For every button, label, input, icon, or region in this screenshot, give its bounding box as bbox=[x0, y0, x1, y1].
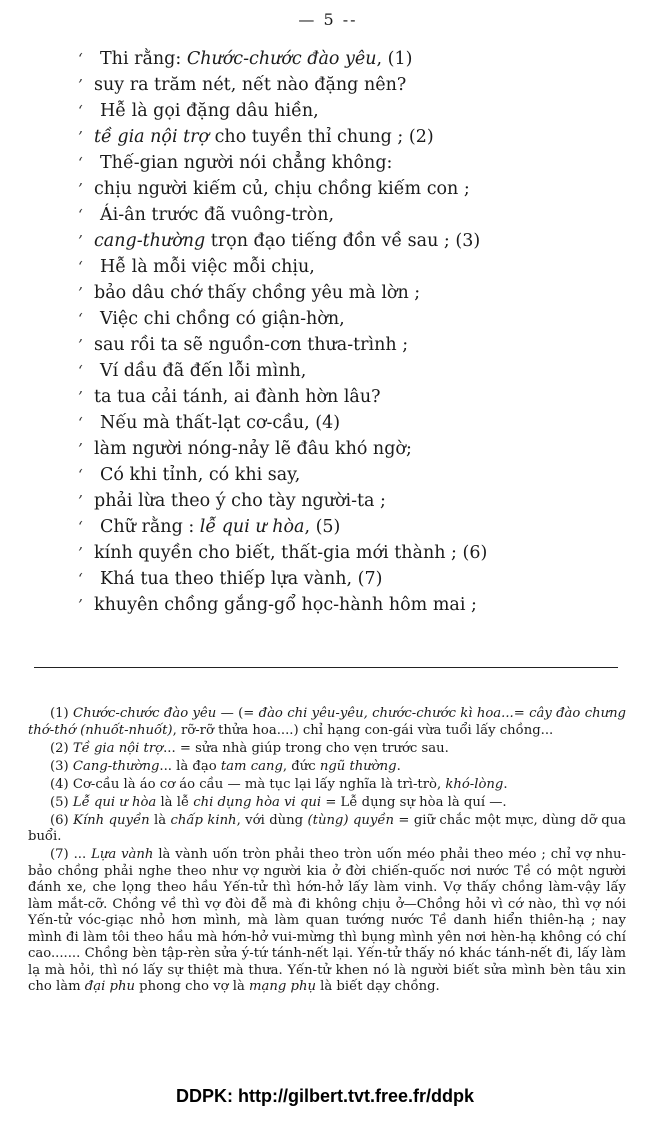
verse-segment: , (5) bbox=[304, 517, 341, 537]
footnote bbox=[28, 741, 626, 758]
margin-tick-icon: ʻ bbox=[78, 570, 83, 588]
verse-line bbox=[78, 280, 598, 306]
margin-tick-icon: ʻ bbox=[78, 102, 83, 120]
verse-line bbox=[78, 124, 598, 150]
verse-segment: kính quyền cho biết, thất-gia mới thành ; (6) bbox=[94, 543, 488, 563]
footnote-segment: Lựa vành bbox=[91, 847, 154, 862]
verse-segment: lễ qui ư hòa bbox=[199, 517, 305, 537]
verse-line bbox=[78, 228, 598, 254]
footnote-segment: đào chi yêu-yêu, chước-chước kì hoa...= cây đào chưng thớ-thớ (nhuốt-nhuốt) bbox=[28, 706, 626, 738]
verse-segment: Thi rằng: bbox=[100, 49, 187, 69]
verse-segment: phải lừa theo ý cho tày người-ta ; bbox=[94, 491, 386, 511]
footnote-segment: đại phu bbox=[84, 979, 135, 994]
verse-line bbox=[78, 150, 598, 176]
footnote-segment: = giữ chắc một mực, dùng dỡ qua buổi. bbox=[28, 812, 627, 844]
margin-tick-icon: ʻ bbox=[78, 50, 83, 68]
verse-segment: , (1) bbox=[376, 49, 413, 69]
footnote-divider bbox=[34, 667, 618, 668]
footnote-segment: ngũ thường bbox=[319, 758, 397, 774]
verse-segment: làm người nóng-nảy lẽ đâu khó ngờ; bbox=[94, 439, 412, 459]
footnote bbox=[28, 759, 626, 776]
verse-line bbox=[78, 254, 598, 280]
footnote-segment: (2) bbox=[50, 740, 73, 756]
verse-segment: Ái-ân trước đã vuông-tròn, bbox=[100, 205, 335, 225]
footnote-segment: (7) ... bbox=[50, 847, 92, 862]
footnote-segment: — (= bbox=[216, 706, 259, 721]
margin-tick-icon: ʻ bbox=[78, 466, 83, 484]
verse-line bbox=[78, 566, 598, 592]
verse-segment: Ví dầu đã đến lỗi mình, bbox=[100, 361, 307, 381]
verse-line bbox=[78, 72, 598, 98]
verse-line bbox=[78, 436, 598, 462]
footnote-segment: là lễ bbox=[156, 794, 194, 810]
verse-segment: khuyên chồng gắng-gổ học-hành hôm mai ; bbox=[94, 595, 477, 615]
verse-block bbox=[78, 46, 598, 618]
verse-line bbox=[78, 410, 598, 436]
footnote bbox=[28, 777, 626, 794]
footnote-segment: (4) Cơ-cầu là áo cơ áo cầu — mà tục lại lấy nghĩa là trì-trò, bbox=[50, 776, 446, 792]
footnote-segment: . bbox=[396, 758, 401, 774]
verse-segment: Khá tua theo thiếp lựa vành, (7) bbox=[100, 569, 383, 589]
verse-line bbox=[78, 98, 598, 124]
verse-segment: Chữ rằng : bbox=[100, 517, 200, 537]
verse-segment: cho tuyền thỉ chung ; (2) bbox=[209, 127, 434, 147]
verse-line bbox=[78, 46, 598, 72]
footnote-segment: là biết dạy chồng. bbox=[315, 979, 440, 994]
margin-tick-icon: ʻ bbox=[78, 206, 83, 224]
verse-line bbox=[78, 384, 598, 410]
margin-tick-icon: ’ bbox=[78, 440, 83, 458]
verse-segment: tề gia nội trợ bbox=[94, 127, 210, 147]
footnotes-block bbox=[28, 706, 626, 997]
page-number: — 5 -- bbox=[298, 10, 358, 29]
verse-segment: Có khi tỉnh, có khi say, bbox=[100, 465, 301, 485]
footnote-segment: Kính quyền bbox=[73, 812, 150, 828]
footnote-segment: Chước-chước đào yêu bbox=[73, 706, 217, 721]
margin-tick-icon: ’ bbox=[78, 336, 83, 354]
footnote-segment: chi dụng hòa vi qui bbox=[193, 794, 322, 810]
margin-tick-icon: ʻ bbox=[78, 362, 83, 380]
footnote bbox=[28, 706, 626, 739]
verse-line bbox=[78, 540, 598, 566]
margin-tick-icon: ’ bbox=[78, 544, 83, 562]
margin-tick-icon: ʻ bbox=[78, 310, 83, 328]
verse-segment: cang-thường bbox=[94, 231, 206, 251]
verse-line bbox=[78, 462, 598, 488]
margin-tick-icon: ’ bbox=[78, 492, 83, 510]
verse-segment: Hễ là mỗi việc mỗi chịu, bbox=[100, 257, 315, 277]
verse-line bbox=[78, 358, 598, 384]
margin-tick-icon: ’ bbox=[78, 388, 83, 406]
footnote-segment: (tùng) quyền bbox=[307, 812, 394, 828]
verse-line bbox=[78, 176, 598, 202]
footnote-segment: ... = sửa nhà giúp trong cho vẹn trước sau. bbox=[163, 740, 449, 756]
footnote-segment: . bbox=[503, 776, 508, 792]
footnote-segment: , với dùng bbox=[236, 812, 308, 828]
footnote-segment: ... là đạo bbox=[159, 758, 221, 774]
verse-line bbox=[78, 332, 598, 358]
verse-segment: chịu người kiếm củ, chịu chồng kiếm con ; bbox=[94, 179, 470, 199]
verse-segment: Thế-gian người nói chẳng không: bbox=[100, 153, 393, 173]
verse-line bbox=[78, 592, 598, 618]
footnote-segment: , rỡ-rỡ thửa hoa....) chỉ hạng con-gái vừa tuổi lấy chồng... bbox=[172, 722, 554, 738]
verse-segment: suy ra trăm nét, nết nào đặng nên? bbox=[94, 75, 407, 95]
footnote-segment: là bbox=[149, 812, 171, 828]
margin-tick-icon: ʻ bbox=[78, 258, 83, 276]
verse-line bbox=[78, 488, 598, 514]
verse-line bbox=[78, 306, 598, 332]
footnote-segment: mạng phụ bbox=[249, 979, 316, 994]
margin-tick-icon: ’ bbox=[78, 284, 83, 302]
verse-line bbox=[78, 514, 598, 540]
footnote-segment: khó-lòng bbox=[445, 776, 504, 792]
footnote-segment: (6) bbox=[50, 812, 74, 828]
margin-tick-icon: ’ bbox=[78, 232, 83, 250]
footnote-segment: tam cang bbox=[220, 758, 283, 774]
source-credit[interactable]: DDPK: http://gilbert.tvt.free.fr/ddpk bbox=[176, 1086, 474, 1106]
verse-line bbox=[78, 202, 598, 228]
footnote-segment: là vành uốn tròn phải theo tròn uốn méo phải theo méo ; chỉ vợ nhu-bảo chồng phải nghe theo như vợ người kia ở đời chiến-quốc nơi nước Tề có một người đánh xe, che lọng theo hầu Yến-tử thì hớn-hở lấy làm vinh. Vợ thấy chồng làm-vậy lấy làm mắt-cỡ. Chồng về thì vợ đòi đễ mà đi không chịu ở—Chồng hỏi vì cớ nào, thì vợ nói Yến-tử vóc-giạc nhỏ hơn mình, mà làm quan tướng nước Tề danh hiển thiên-hạ ; nay mình đi làm tôi theo hầu mà hớn-hở vui-mừng thì bụng mình yên nơi hèn-hạ không có chí cao....... Chồng bèn tập-rèn sửa ý-tứ tánh-nết lại. Yến-tử thấy nó khác tánh-nết đi, lấy làm lạ mà hỏi, thì nó lấy sự thiệt mà thưa. Yến-tử khen nó là người biết sửa mình bèn tâu xin cho làm bbox=[28, 847, 626, 994]
footnote bbox=[28, 847, 626, 996]
verse-segment: bảo dâu chớ thấy chồng yêu mà lờn ; bbox=[94, 283, 421, 303]
verse-segment: Việc chi chồng có giận-hờn, bbox=[100, 309, 345, 329]
margin-tick-icon: ’ bbox=[78, 596, 83, 614]
footnote-segment: chấp kinh bbox=[170, 812, 237, 828]
verse-segment: trọn đạo tiếng đồn về sau ; (3) bbox=[205, 231, 481, 251]
footnote bbox=[28, 813, 626, 846]
footnote-segment: phong cho vợ là bbox=[134, 979, 250, 994]
verse-segment: sau rồi ta sẽ nguồn-cơn thưa-trình ; bbox=[94, 335, 409, 355]
margin-tick-icon: ʻ bbox=[78, 518, 83, 536]
footnote-segment: = Lễ dụng sự hòa là quí —. bbox=[321, 794, 507, 810]
margin-tick-icon: ’ bbox=[78, 76, 83, 94]
margin-tick-icon: ’ bbox=[78, 128, 83, 146]
verse-segment: Chước-chước đào yêu bbox=[186, 49, 377, 69]
footnote-segment: Lễ qui ư hòa bbox=[72, 794, 157, 810]
verse-segment: Hễ là gọi đặng dâu hiền, bbox=[100, 101, 319, 121]
footnote-segment: (5) bbox=[50, 794, 73, 810]
margin-tick-icon: ʻ bbox=[78, 154, 83, 172]
margin-tick-icon: ’ bbox=[78, 180, 83, 198]
verse-segment: ta tua cải tánh, ai đành hờn lâu? bbox=[94, 387, 381, 407]
footnote-segment: (3) bbox=[50, 758, 73, 774]
footnote bbox=[28, 795, 626, 812]
verse-segment: Nếu mà thất-lạt cơ-cầu, (4) bbox=[100, 413, 341, 433]
footnote-segment: (1) bbox=[50, 706, 74, 721]
footnote-segment: , đức bbox=[282, 758, 320, 774]
margin-tick-icon: ʻ bbox=[78, 414, 83, 432]
footnote-segment: Tề gia nội trợ bbox=[72, 740, 164, 756]
footnote-segment: Cang-thường bbox=[72, 758, 160, 774]
